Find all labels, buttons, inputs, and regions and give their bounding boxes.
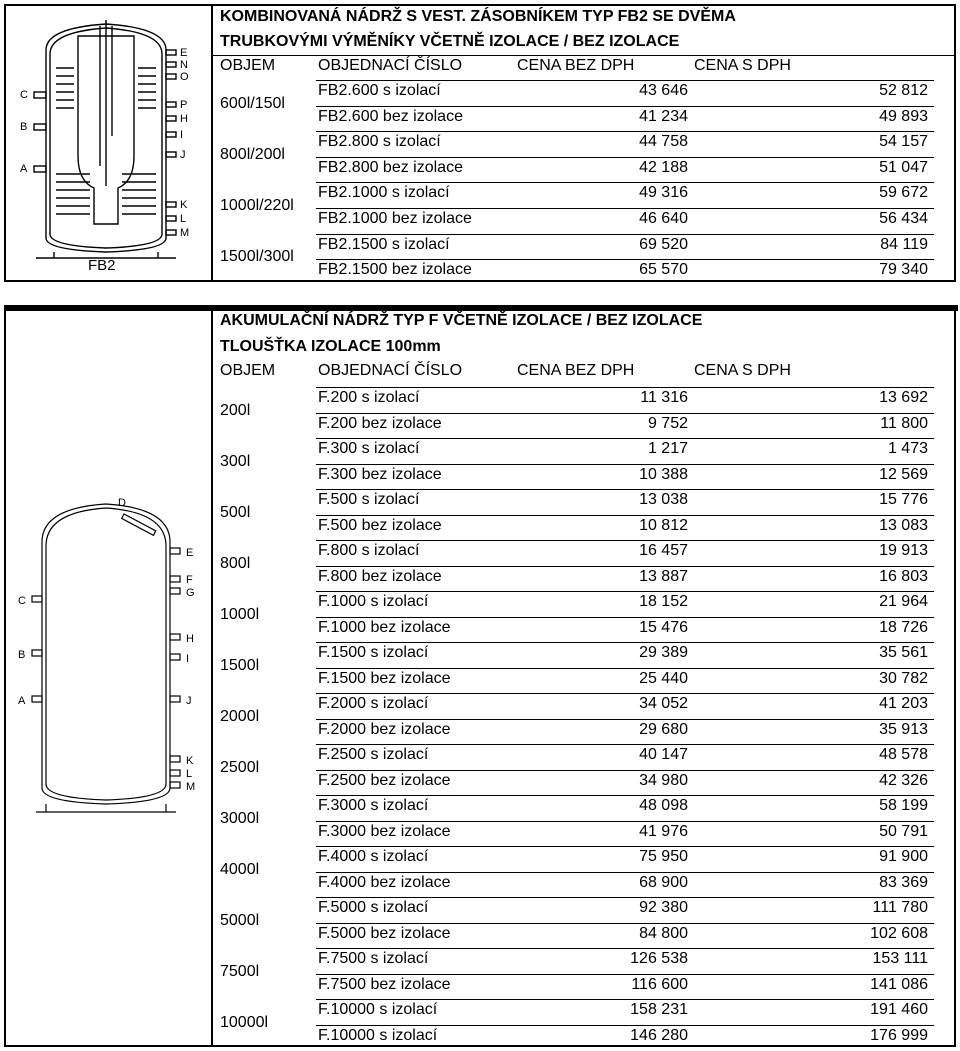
f-order-code: F.1500 bez izolace xyxy=(318,669,451,687)
f-row-rule xyxy=(316,693,934,694)
f-order-code: F.5000 s izolací xyxy=(318,899,429,916)
fb2-order-code: FB2.1500 s izolací xyxy=(318,235,450,253)
fb2-price-no-vat: 49 316 xyxy=(639,184,688,202)
f-price-vat: 35 561 xyxy=(879,644,928,661)
f-price-no-vat: 13 038 xyxy=(639,491,688,508)
fb2-title-line1: KOMBINOVANÁ NÁDRŽ S VEST. ZÁSOBNÍKEM TYP FB2 SE DVĚMA xyxy=(220,8,736,25)
f-order-code: F.3000 bez izolace xyxy=(318,822,451,840)
f-price-no-vat: 68 900 xyxy=(639,873,688,891)
f-price-vat: 1 473 xyxy=(887,440,928,457)
f-price-no-vat: 126 538 xyxy=(630,950,688,967)
f-row-rule xyxy=(316,1025,934,1026)
f-price-no-vat: 10 812 xyxy=(639,516,688,534)
fb2-tank-drawing xyxy=(6,6,204,274)
svg-text:L: L xyxy=(180,213,187,225)
f-row-rule xyxy=(316,923,934,924)
fb2-order-code: FB2.1000 bez izolace xyxy=(318,210,472,227)
svg-text:K: K xyxy=(186,755,194,767)
f-order-code: F.5000 bez izolace xyxy=(318,924,451,942)
f-price-vat: 16 803 xyxy=(879,567,928,585)
f-row-rule xyxy=(316,770,934,771)
f-order-code: F.10000 s izolací xyxy=(318,1026,438,1044)
f-order-code: F.2000 s izolací xyxy=(318,695,429,712)
fb2-volume: 800l/200l xyxy=(220,146,285,163)
f-price-vat: 12 569 xyxy=(879,465,928,483)
f-row-rule xyxy=(316,540,934,541)
f-price-no-vat: 40 147 xyxy=(639,746,688,763)
fb2-order-code: FB2.1500 bez izolace xyxy=(318,261,472,279)
fb2-price-vat: 52 812 xyxy=(879,82,928,99)
f-order-code: F.2000 bez izolace xyxy=(318,720,451,738)
f-order-code: F.2500 bez izolace xyxy=(318,771,451,789)
f-order-code: F.300 s izolací xyxy=(318,440,420,457)
f-title-line2: TLOUŠŤKA IZOLACE 100mm xyxy=(220,338,441,355)
f-row-rule xyxy=(316,515,934,516)
f-price-no-vat: 10 388 xyxy=(639,465,688,483)
f-volume: 3000l xyxy=(220,809,260,827)
fb2-price-vat: 49 893 xyxy=(879,107,928,125)
f-price-vat: 50 791 xyxy=(879,822,928,840)
f-price-no-vat: 9 752 xyxy=(647,414,688,432)
fb2-letter-b: B xyxy=(20,121,28,133)
svg-text:D: D xyxy=(118,497,126,509)
f-price-vat: 176 999 xyxy=(870,1026,928,1044)
f-volume: 10000l xyxy=(220,1013,269,1031)
f-row-rule xyxy=(316,897,934,898)
f-row-rule xyxy=(316,872,934,873)
f-order-code: F.7500 bez izolace xyxy=(318,975,451,993)
f-volume: 7500l xyxy=(220,962,260,980)
f-row-rule xyxy=(316,566,934,567)
f-volume: 2000l xyxy=(220,707,260,725)
f-row-rule xyxy=(316,974,934,975)
fb2-row-rule xyxy=(316,208,934,209)
fb2-header-3: CENA S DPH xyxy=(694,57,791,74)
f-price-vat: 141 086 xyxy=(870,975,928,993)
fb2-price-no-vat: 65 570 xyxy=(639,261,688,279)
f-row-rule xyxy=(316,413,934,414)
fb2-price-vat: 84 119 xyxy=(880,235,928,253)
f-order-code: F.7500 s izolací xyxy=(318,950,429,967)
f-price-no-vat: 75 950 xyxy=(639,848,688,865)
f-price-vat: 11 800 xyxy=(880,414,928,432)
svg-text:J: J xyxy=(186,695,192,707)
svg-text:H: H xyxy=(180,113,188,125)
f-price-vat: 102 608 xyxy=(870,924,928,942)
f-order-code: F.1500 s izolací xyxy=(318,644,429,661)
svg-text:C: C xyxy=(18,595,26,607)
fb2-header-2: CENA BEZ DPH xyxy=(517,57,635,74)
f-order-code: F.3000 s izolací xyxy=(318,797,429,814)
svg-text:L: L xyxy=(186,768,193,780)
svg-text:H: H xyxy=(186,633,194,645)
f-price-no-vat: 29 389 xyxy=(639,644,688,661)
svg-text:M: M xyxy=(186,781,196,793)
fb2-title-line2: TRUBKOVÝMI VÝMĚNÍKY VČETNĚ IZOLACE / BEZ IZOLACE xyxy=(220,33,680,50)
f-volume: 1500l xyxy=(220,656,260,674)
f-price-vat: 21 964 xyxy=(879,593,928,610)
f-header-0: OBJEM xyxy=(220,362,276,379)
f-price-no-vat: 158 231 xyxy=(630,1001,688,1018)
f-order-code: F.500 s izolací xyxy=(318,491,420,508)
fb2-row-rule xyxy=(316,259,934,260)
f-order-code: F.10000 s izolací xyxy=(318,1001,438,1018)
fb2-letter-c: C xyxy=(20,89,28,101)
fb2-order-code: FB2.800 s izolací xyxy=(318,133,441,151)
f-price-no-vat: 116 600 xyxy=(631,975,688,993)
f-volume: 1000l xyxy=(220,605,260,623)
fb2-order-code: FB2.600 bez izolace xyxy=(318,107,463,125)
f-price-vat: 83 369 xyxy=(879,873,928,891)
svg-text:M: M xyxy=(180,227,190,239)
f-row-rule xyxy=(316,438,934,439)
svg-text:B: B xyxy=(18,649,26,661)
f-row-rule xyxy=(316,668,934,669)
f-row-rule xyxy=(316,387,934,388)
f-order-code: F.500 bez izolace xyxy=(318,516,442,534)
f-order-code: F.2500 s izolací xyxy=(318,746,429,763)
f-price-no-vat: 18 152 xyxy=(639,593,688,610)
fb2-row-rule xyxy=(316,157,934,158)
f-price-vat: 41 203 xyxy=(879,695,928,712)
fb2-volume: 1500l/300l xyxy=(220,248,294,266)
f-title-line1: AKUMULAČNÍ NÁDRŽ TYP F VČETNĚ IZOLACE / BEZ IZOLACE xyxy=(220,312,703,329)
fb2-price-no-vat: 41 234 xyxy=(639,107,688,125)
f-order-code: F.800 s izolací xyxy=(318,542,420,559)
f-price-vat: 15 776 xyxy=(879,491,928,508)
f-price-no-vat: 25 440 xyxy=(639,669,688,687)
f-price-no-vat: 84 800 xyxy=(639,924,688,942)
fb2-order-code: FB2.600 s izolací xyxy=(318,82,441,99)
f-volume: 800l xyxy=(220,554,251,572)
f-price-vat: 191 460 xyxy=(870,1001,928,1018)
fb2-price-vat: 54 157 xyxy=(879,133,928,151)
svg-text:E: E xyxy=(180,47,188,59)
f-price-vat: 48 578 xyxy=(879,746,928,763)
f-order-code: F.1000 bez izolace xyxy=(318,618,451,636)
svg-text:I: I xyxy=(186,653,190,665)
fb2-price-no-vat: 44 758 xyxy=(639,133,688,151)
fb2-price-no-vat: 46 640 xyxy=(639,210,688,227)
f-row-rule xyxy=(316,642,934,643)
f-row-rule xyxy=(316,591,934,592)
svg-text:J: J xyxy=(180,149,186,161)
f-order-code: F.800 bez izolace xyxy=(318,567,442,585)
f-order-code: F.4000 s izolací xyxy=(318,848,429,865)
f-price-no-vat: 41 976 xyxy=(639,822,688,840)
f-price-no-vat: 48 098 xyxy=(639,797,688,814)
f-row-rule xyxy=(316,489,934,490)
fb2-row-rule xyxy=(316,131,934,132)
f-row-rule xyxy=(316,948,934,949)
f-price-no-vat: 34 980 xyxy=(639,771,688,789)
f-price-vat: 30 782 xyxy=(879,669,928,687)
fb2-volume: 1000l/220l xyxy=(220,197,294,215)
f-price-vat: 58 199 xyxy=(879,797,928,814)
fb2-price-vat: 56 434 xyxy=(879,210,928,227)
fb2-row-rule xyxy=(316,234,934,235)
fb2-divider xyxy=(211,4,213,282)
f-volume: 2500l xyxy=(220,758,260,776)
f-row-rule xyxy=(316,795,934,796)
f-row-rule xyxy=(316,719,934,720)
f-header-1: OBJEDNACÍ ČÍSLO xyxy=(318,362,463,379)
f-volume: 5000l xyxy=(220,911,260,929)
f-order-code: F.200 s izolací xyxy=(318,389,420,406)
f-price-vat: 13 083 xyxy=(879,516,928,534)
fb2-price-vat: 59 672 xyxy=(879,184,928,202)
fb2-header-rule-top xyxy=(211,55,956,56)
f-price-vat: 42 326 xyxy=(879,771,928,789)
svg-text:G: G xyxy=(186,587,195,599)
f-row-rule xyxy=(316,744,934,745)
f-volume: 4000l xyxy=(220,860,260,878)
f-volume: 300l xyxy=(220,452,251,470)
fb2-header-1: OBJEDNACÍ ČÍSLO xyxy=(318,57,463,74)
f-price-no-vat: 16 457 xyxy=(639,542,688,559)
fb2-letter-a: A xyxy=(20,163,28,175)
f-order-code: F.200 bez izolace xyxy=(318,414,442,432)
fb2-volume: 600l/150l xyxy=(220,94,285,112)
f-price-vat: 153 111 xyxy=(872,950,928,967)
f-divider xyxy=(211,305,213,1047)
svg-text:I: I xyxy=(180,129,184,141)
svg-text:K: K xyxy=(180,199,188,211)
fb2-row-rule xyxy=(316,182,934,183)
fb2-price-vat: 51 047 xyxy=(879,158,928,176)
fb2-row-rule xyxy=(316,80,934,81)
f-price-no-vat: 15 476 xyxy=(639,618,688,636)
f-price-no-vat: 29 680 xyxy=(639,720,688,738)
svg-text:A: A xyxy=(18,695,26,707)
fb2-drawing-label: FB2 xyxy=(88,257,116,274)
fb2-order-code: FB2.1000 s izolací xyxy=(318,184,450,202)
f-tank-drawing xyxy=(6,490,206,835)
f-header-2: CENA BEZ DPH xyxy=(517,362,635,379)
f-price-no-vat: 146 280 xyxy=(630,1026,688,1044)
svg-text:P: P xyxy=(180,99,188,111)
f-row-rule xyxy=(316,464,934,465)
f-price-vat: 18 726 xyxy=(879,618,928,636)
f-price-vat: 91 900 xyxy=(879,848,928,865)
f-price-vat: 13 692 xyxy=(879,389,928,406)
f-order-code: F.300 bez izolace xyxy=(318,465,442,483)
f-row-rule xyxy=(316,617,934,618)
f-order-code: F.4000 bez izolace xyxy=(318,873,451,891)
svg-text:E: E xyxy=(186,547,194,559)
svg-text:N: N xyxy=(180,59,188,71)
f-price-vat: 19 913 xyxy=(879,542,928,559)
f-row-rule xyxy=(316,821,934,822)
f-row-rule xyxy=(316,846,934,847)
f-row-rule xyxy=(316,999,934,1000)
f-volume: 500l xyxy=(220,503,251,521)
fb2-header-0: OBJEM xyxy=(220,57,276,74)
fb2-order-code: FB2.800 bez izolace xyxy=(318,158,463,176)
f-price-no-vat: 34 052 xyxy=(639,695,688,712)
fb2-price-no-vat: 43 646 xyxy=(639,82,688,99)
fb2-price-vat: 79 340 xyxy=(879,261,928,279)
f-price-vat: 35 913 xyxy=(879,720,928,738)
svg-text:O: O xyxy=(180,71,189,83)
f-price-no-vat: 1 217 xyxy=(647,440,688,457)
fb2-price-no-vat: 69 520 xyxy=(639,235,688,253)
f-header-3: CENA S DPH xyxy=(694,362,791,379)
f-order-code: F.1000 s izolací xyxy=(318,593,429,610)
f-price-no-vat: 11 316 xyxy=(640,389,688,406)
fb2-price-no-vat: 42 188 xyxy=(639,158,688,176)
svg-text:F: F xyxy=(186,574,193,586)
fb2-row-rule xyxy=(316,106,934,107)
f-price-no-vat: 92 380 xyxy=(639,899,688,916)
f-price-no-vat: 13 887 xyxy=(639,567,688,585)
f-volume: 200l xyxy=(220,401,251,419)
f-price-vat: 111 780 xyxy=(872,899,928,916)
